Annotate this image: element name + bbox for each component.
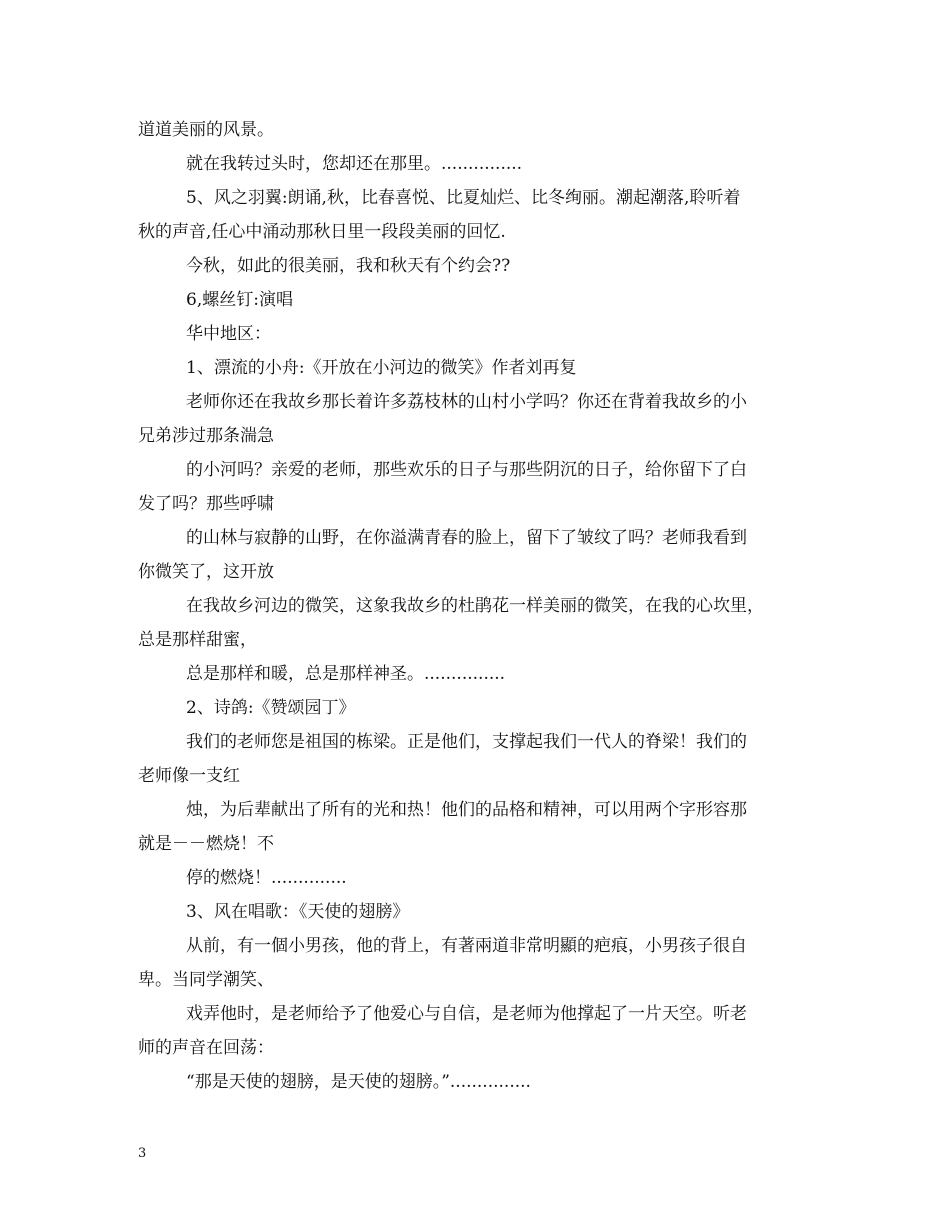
text-line: 你微笑了，这开放 [138,562,274,582]
text-line: 的山林与寂静的山野，在你溢满青春的脸上，留下了皱纹了吗？老师我看到 [186,528,747,548]
text-line: 戏弄他时，是老师给予了他爱心与自信，是老师为他撑起了一片天空。听老 [186,1004,747,1024]
text-line: 老师像一支红 [138,766,240,786]
text-line: 1、漂流的小舟:《开放在小河边的微笑》作者刘再复 [186,358,577,378]
text-line: 总是那样甜蜜， [138,630,257,650]
text-line: 师的声音在回荡： [138,1038,274,1058]
document-body [138,113,828,1099]
text-line: 2、诗鸽:《赞颂园丁》 [186,698,356,718]
text-line: 停的燃烧！.............. [186,868,347,888]
text-line: 的小河吗？亲爱的老师，那些欢乐的日子与那些阴沉的日子，给你留下了白 [186,460,747,480]
text-line: 就在我转过头时，您却还在那里。............... [186,154,523,174]
text-line: 兄弟涉过那条湍急 [138,426,274,446]
page-number: 3 [138,1146,147,1161]
text-line: 老师你还在我故乡那长着许多荔枝林的山村小学吗？你还在背着我故乡的小 [186,392,747,412]
section-heading: 华中地区： [186,324,271,344]
text-line: 在我故乡河边的微笑，这象我故乡的杜鹃花一样美丽的微笑，在我的心坎里， [186,596,764,616]
text-line: 从前，有一個小男孩，他的背上，有著兩道非常明顯的疤痕，小男孩子很自 [186,936,747,956]
text-line: 我们的老师您是祖国的栋梁。正是他们，支撑起我们一代人的脊梁！我们的 [186,732,747,752]
text-line: 秋的声音,任心中涌动那秋日里一段段美丽的回忆. [138,222,506,242]
text-line: 发了吗？那些呼啸 [138,494,274,514]
text-line: 6,螺丝钉:演唱 [186,290,293,310]
text-line: 总是那样和暖，总是那样神圣。............... [186,664,506,684]
text-line: 5、风之羽翼:朗诵,秋，比春喜悦、比夏灿烂、比冬绚丽。潮起潮落,聆听着 [186,188,741,208]
text-line: 道道美丽的风景。 [138,120,274,140]
text-line: 3、风在唱歌：《天使的翅膀》 [186,902,410,922]
text-line: “那是天使的翅膀，是天使的翅膀。”............... [186,1072,531,1092]
text-line: 烛，为后辈献出了所有的光和热！他们的品格和精神，可以用两个字形容那 [186,800,747,820]
text-line: 今秋，如此的很美丽，我和秋天有个约会?? [186,256,511,276]
text-line: 就是－－燃烧！不 [138,834,274,854]
text-line: 卑。当同学潮笑、 [138,970,274,990]
